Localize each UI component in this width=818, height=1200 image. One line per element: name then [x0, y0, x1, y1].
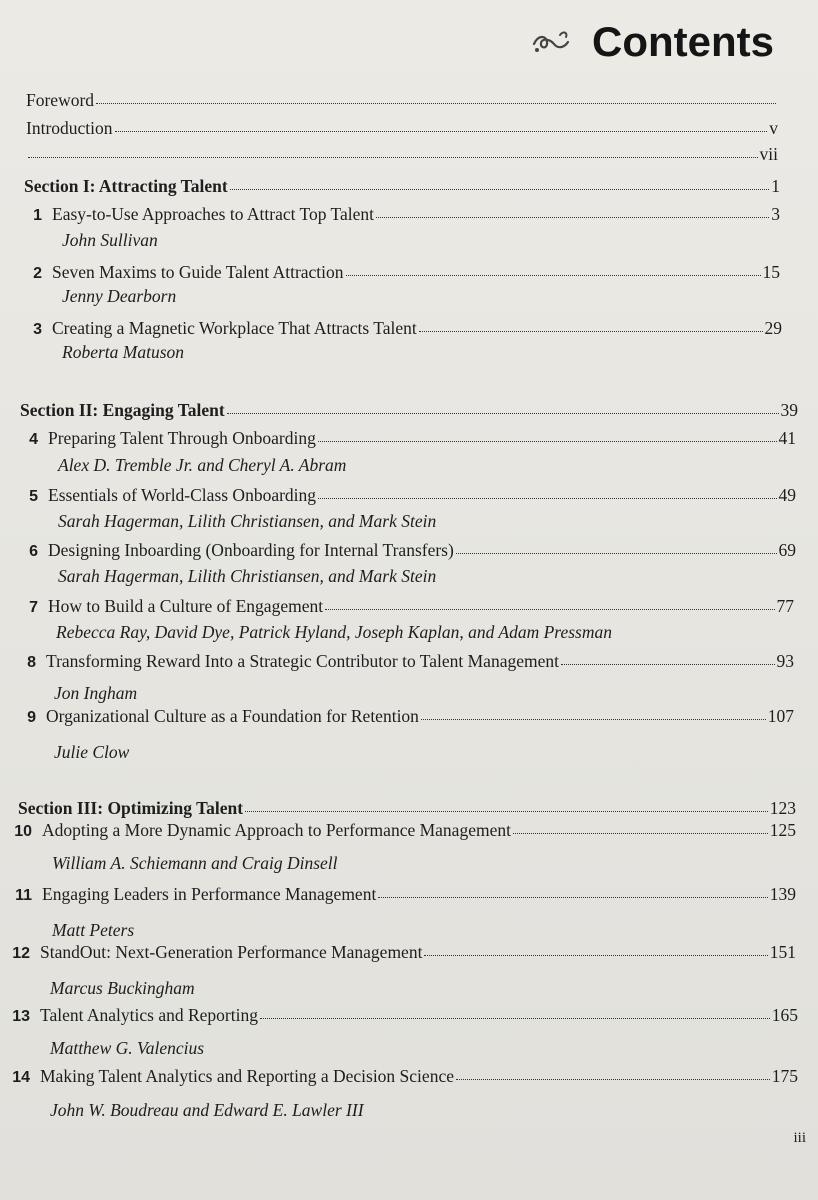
toc-chapter-6[interactable] [10, 540, 796, 561]
chapter-number: 2 [33, 265, 42, 282]
chapter-page: 49 [778, 485, 796, 505]
toc-chapter-11[interactable] [4, 884, 796, 905]
chapter-page: 175 [771, 1066, 798, 1086]
section-page: 39 [780, 400, 798, 420]
chapter-author: Matt Peters [52, 920, 135, 940]
chapter-title: Talent Analytics and Reporting [40, 1005, 258, 1025]
toc-chapter-5[interactable] [10, 485, 796, 506]
chapter-title: StandOut: Next-Generation Performance Management [40, 942, 423, 962]
chapter-number: 4 [29, 431, 38, 448]
toc-section-3[interactable] [18, 798, 796, 819]
entry-label: Foreword [26, 90, 95, 110]
leader-dots [421, 718, 766, 720]
leader-dots [227, 412, 779, 414]
leader-dots [419, 330, 763, 332]
fleuron-ornament-icon [530, 27, 574, 57]
toc-chapter-12[interactable] [2, 942, 796, 963]
chapter-title: Making Talent Analytics and Reporting a Decision Science [40, 1066, 454, 1086]
chapter-author: Sarah Hagerman, Lilith Christiansen, and Mark Stein [58, 566, 437, 586]
leader-dots [245, 810, 768, 812]
toc-entry-foreword[interactable] [26, 90, 778, 111]
chapter-number: 10 [14, 823, 32, 840]
chapter-title: Engaging Leaders in Performance Management [42, 884, 377, 904]
chapter-number: 14 [12, 1069, 30, 1086]
toc-chapter-7[interactable] [10, 596, 794, 617]
chapter-author: Jenny Dearborn [62, 286, 177, 306]
toc-chapter-2[interactable] [14, 262, 780, 283]
chapter-title: Transforming Reward Into a Strategic Contributor to Talent Management [46, 651, 559, 671]
toc-chapter-13[interactable] [2, 1005, 798, 1026]
chapter-number: 1 [33, 207, 42, 224]
chapter-number: 11 [15, 887, 32, 904]
section-page: 1 [771, 176, 780, 196]
chapter-title: Easy-to-Use Approaches to Attract Top Talent [52, 204, 375, 224]
chapter-author: Julie Clow [54, 742, 130, 762]
chapter-author: Sarah Hagerman, Lilith Christiansen, and Mark Stein [58, 511, 437, 531]
toc-section-2[interactable] [20, 400, 798, 421]
toc-chapter-1[interactable] [14, 204, 780, 225]
chapter-page: 69 [778, 540, 796, 560]
chapter-page: 93 [776, 651, 794, 671]
toc-chapter-14[interactable] [2, 1066, 798, 1087]
toc-chapter-9[interactable] [8, 706, 794, 727]
leader-dots [96, 102, 776, 104]
toc-entry-leader[interactable] [26, 144, 778, 165]
leader-dots [456, 552, 777, 554]
chapter-page: 139 [769, 884, 796, 904]
chapter-number: 3 [33, 321, 42, 338]
chapter-number: 13 [12, 1008, 30, 1025]
chapter-number: 5 [29, 488, 38, 505]
toc-section-1[interactable] [24, 176, 780, 197]
chapter-page: 77 [776, 596, 794, 616]
chapter-author: Marcus Buckingham [50, 978, 195, 998]
chapter-page: 125 [769, 820, 796, 840]
chapter-title: Designing Inboarding (Onboarding for Internal Transfers) [48, 540, 454, 560]
section-page: 123 [769, 798, 796, 818]
chapter-title: Creating a Magnetic Workplace That Attracts Talent [52, 318, 417, 338]
toc-chapter-10[interactable] [4, 820, 796, 841]
entry-label: Introduction [26, 118, 113, 138]
chapter-author: William A. Schiemann and Craig Dinsell [52, 853, 338, 873]
leader-dots [378, 896, 767, 898]
leader-dots [318, 497, 776, 499]
leader-dots [456, 1078, 770, 1080]
chapter-number: 12 [12, 945, 30, 962]
leader-dots [260, 1017, 770, 1019]
chapter-title: Preparing Talent Through Onboarding [48, 428, 316, 448]
chapter-author: Jon Ingham [54, 683, 138, 703]
chapter-number: 8 [27, 654, 36, 671]
chapter-number: 9 [27, 709, 36, 726]
chapter-title: Organizational Culture as a Foundation for Retention [46, 706, 419, 726]
chapter-title: How to Build a Culture of Engagement [48, 596, 324, 616]
chapter-page: 151 [769, 942, 796, 962]
chapter-number: 7 [29, 599, 38, 616]
toc-chapter-3[interactable] [14, 318, 782, 339]
page-number: iii [793, 1130, 806, 1146]
chapter-author: Rebecca Ray, David Dye, Patrick Hyland, Joseph Kaplan, and Adam Pressman [56, 622, 612, 642]
chapter-author: Roberta Matuson [62, 342, 185, 362]
page-title [530, 18, 774, 66]
chapter-author: John W. Boudreau and Edward E. Lawler III [50, 1100, 364, 1120]
section-label: Section II: Engaging Talent [20, 400, 225, 420]
chapter-page: 41 [778, 428, 796, 448]
section-label: Section I: Attracting Talent [24, 176, 228, 196]
chapter-title: Seven Maxims to Guide Talent Attraction [52, 262, 344, 282]
chapter-page: 3 [771, 204, 780, 224]
chapter-author: Matthew G. Valencius [50, 1038, 205, 1058]
chapter-page: 15 [762, 262, 780, 282]
entry-page: vii [759, 144, 778, 164]
leader-dots [424, 954, 767, 956]
toc-chapter-8[interactable] [8, 651, 794, 672]
entry-page: v [769, 118, 778, 138]
chapter-page: 29 [764, 318, 782, 338]
chapter-number: 6 [29, 543, 38, 560]
leader-dots [318, 440, 777, 442]
toc-chapter-4[interactable] [10, 428, 796, 449]
leader-dots [376, 216, 769, 218]
chapter-page: 107 [767, 706, 794, 726]
chapter-page: 165 [771, 1005, 798, 1025]
section-label: Section III: Optimizing Talent [18, 798, 244, 818]
leader-dots [28, 156, 758, 158]
chapter-title: Adopting a More Dynamic Approach to Performance Management [42, 820, 511, 840]
chapter-author: John Sullivan [62, 230, 158, 250]
contents-heading: Contents [592, 18, 774, 65]
leader-dots [325, 608, 774, 610]
leader-dots [561, 663, 775, 665]
chapter-title: Essentials of World-Class Onboarding [48, 485, 317, 505]
leader-dots [346, 274, 761, 276]
chapter-author: Alex D. Tremble Jr. and Cheryl A. Abram [58, 455, 347, 475]
leader-dots [115, 130, 768, 132]
toc-entry-introduction[interactable] [26, 118, 778, 139]
leader-dots [513, 832, 768, 834]
leader-dots [230, 188, 770, 190]
